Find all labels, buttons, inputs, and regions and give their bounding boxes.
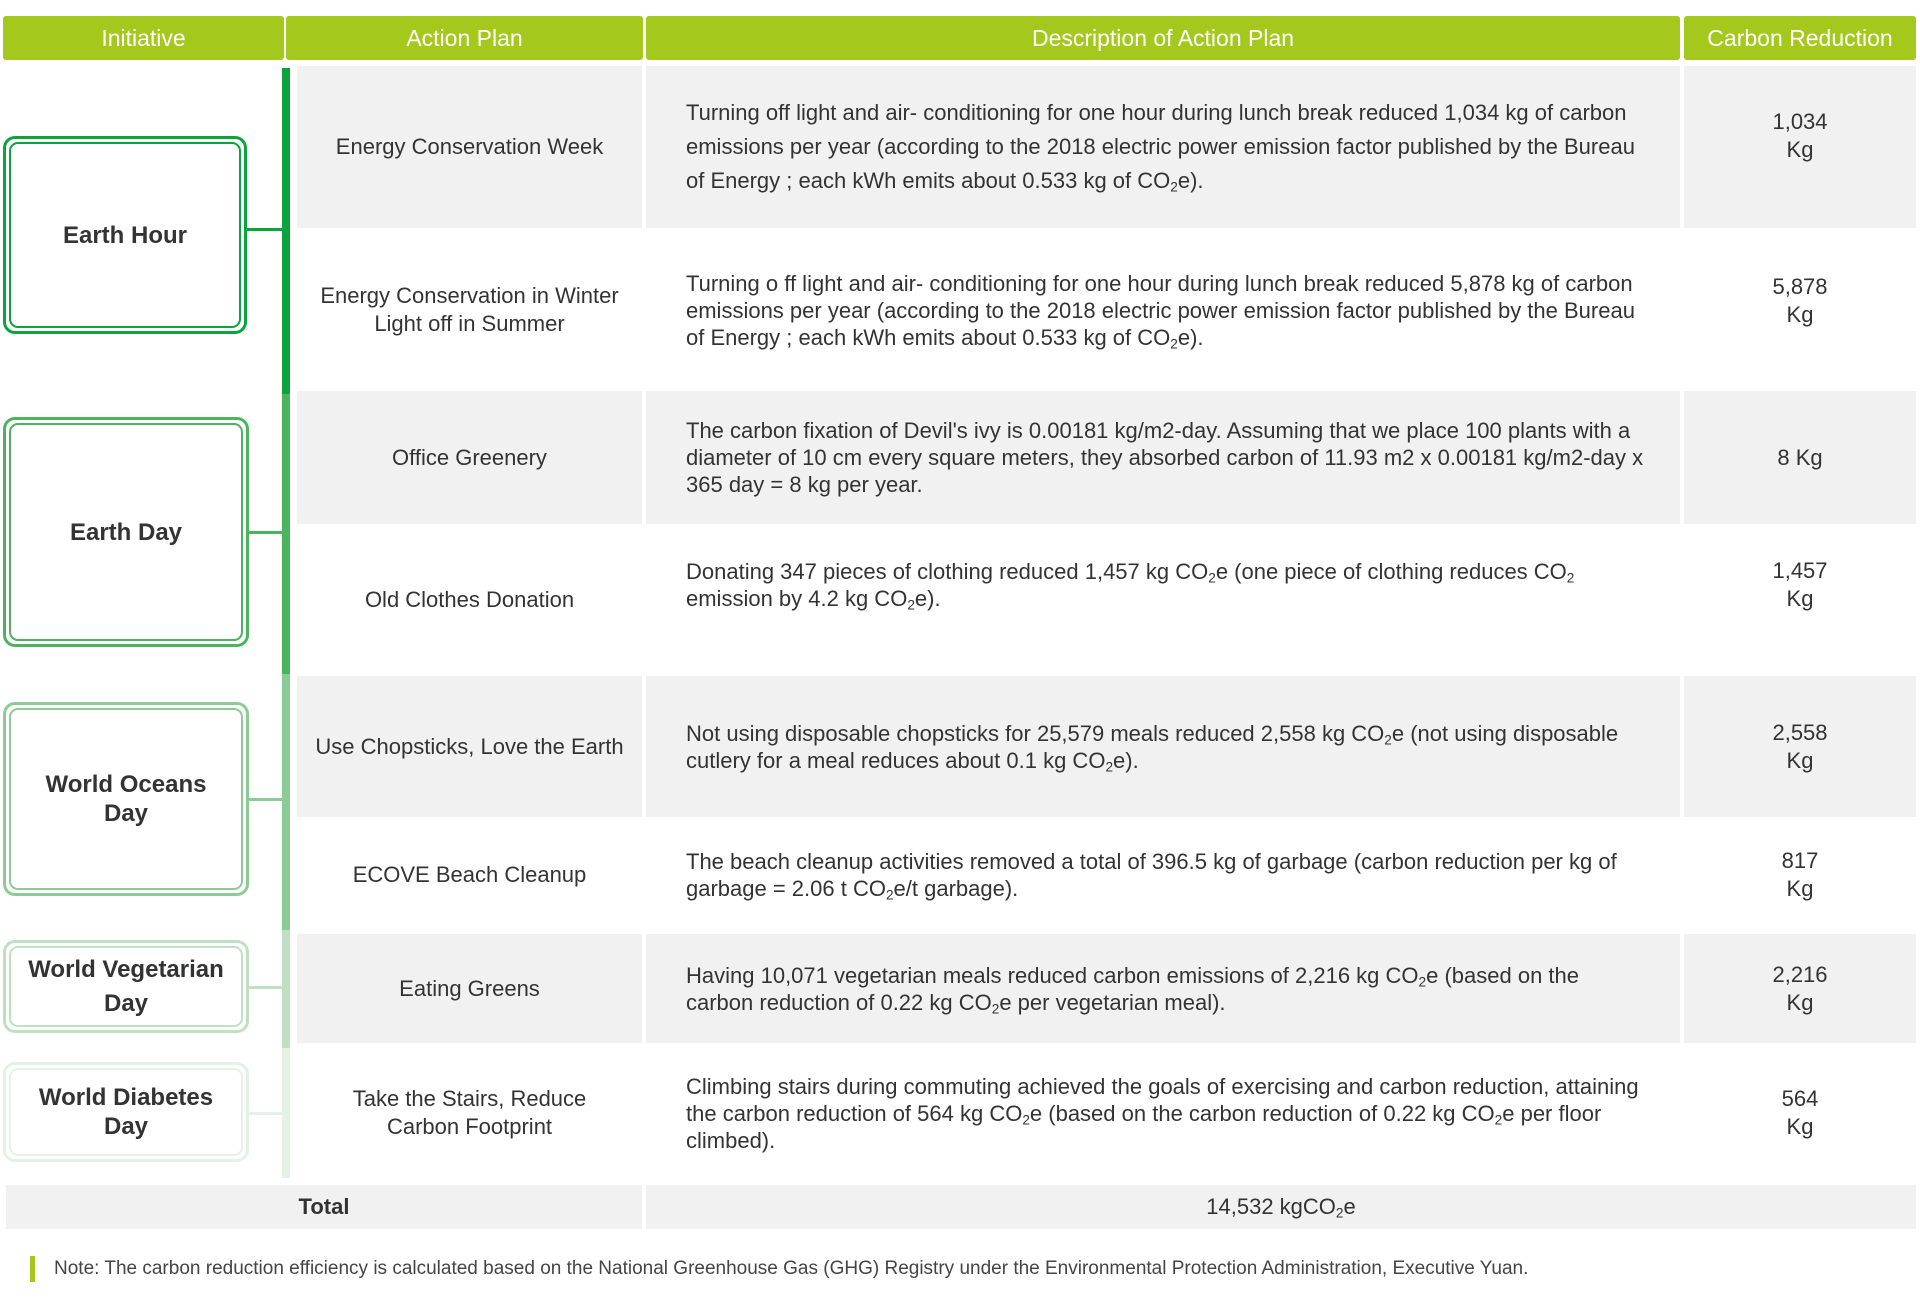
description-cell (646, 66, 1680, 228)
note-marker (30, 1256, 35, 1282)
connector-world-vegetarian-day (249, 986, 283, 989)
action-plan-text: Eating Greens (399, 975, 540, 1001)
action-plan-text: Office Greenery (392, 444, 547, 470)
initiative-earth-hour (3, 136, 247, 334)
description-cell (646, 1047, 1680, 1179)
reduction-value: 2,216 Kg (1772, 961, 1828, 1015)
header-carbon-reduction: Carbon Reduction (1684, 16, 1916, 60)
initiative-world-diabetes-day (3, 1062, 249, 1162)
reduction-cell (1684, 391, 1916, 524)
action-plan-cell (297, 391, 642, 524)
description-text: The carbon fixation of Devil's ivy is 0.00181 kg/m2-day. Assuming that we place 100 plants with a diameter of 10 cm every square meters, they absorbed carbon of 11.93 m2 x 0.00181 kg/m2-day x 365 day = 8 kg per year. (686, 418, 1644, 497)
connector-earth-day (249, 531, 283, 534)
reduction-cell (1684, 66, 1916, 228)
reduction-value: 564 Kg (1781, 1086, 1819, 1139)
initiative-label: World Diabetes Day (38, 1084, 214, 1140)
action-plan-cell (297, 528, 642, 672)
action-plan-cell (297, 232, 642, 388)
description-cell (646, 820, 1680, 930)
description-cell (646, 528, 1680, 672)
action-plan-cell (297, 66, 642, 228)
total-value-cell (646, 1185, 1916, 1229)
reduction-value: 817 Kg (1781, 848, 1819, 901)
action-plan-cell (297, 1047, 642, 1179)
initiative-label: Earth Day (69, 518, 183, 546)
timeline-segment-earth-hour (282, 68, 290, 394)
note-text: Note: The carbon reduction efficiency is calculated based on the National Greenhouse Gas (GHG) Registry under the Environmental Protection Administration, Executive Yuan. (54, 1258, 1529, 1279)
header-initiative: Initiative (3, 16, 284, 60)
header-description: Description of Action Plan (646, 16, 1680, 60)
connector-earth-hour (247, 228, 283, 231)
description-cell (646, 934, 1680, 1043)
reduction-cell (1684, 934, 1916, 1043)
description-text: Climbing stairs during commuting achieved the goals of exercising and carbon reduction, attaining the carbon reduction of 564 kg $CO_2e$ (based on the carbon reduction of 0.22 kg $CO_2e$ per floor climbed). (686, 1073, 1639, 1153)
action-plan-cell (297, 820, 642, 930)
action-plan-cell (297, 934, 642, 1043)
initiative-world-vegetarian-day (3, 940, 249, 1033)
reduction-cell (1684, 1047, 1916, 1179)
timeline-segment-oceans (282, 674, 290, 930)
description-text: Turning off light and air- conditioning for one hour during lunch break reduced 1,034 kg of carbon emissions per year (according to the 2018 electric power emission factor published by the Bureau of Energy ; each kWh emits about 0.533 kg of $CO_2e$). (686, 100, 1635, 195)
action-plan-text: Old Clothes Donation (364, 587, 575, 612)
reduction-value: 1,457 Kg (1772, 558, 1828, 611)
total-label-cell (6, 1185, 642, 1229)
description-text: The beach cleanup activities removed a total of 396.5 kg of garbage (carbon reduction per kg of garbage = 2.06 t $CO_2e/t$ garbage). (686, 849, 1617, 903)
description-text: Turning o ff light and air- conditioning for one hour during lunch break reduced 5,878 kg of carbon emissions per year (according to the 2018 electric power emission factor published by the Bureau of Energy ; each kWh emits about 0.533 kg of $CO_2e$). (686, 270, 1635, 351)
initiative-label: World Oceans Day (45, 771, 207, 827)
total-label: Total (298, 1194, 350, 1219)
description-text: Donating 347 pieces of clothing reduced 1,457 kg $CO_2e$ (one piece of clothing reduces $CO_2$ emission by 4.2 kg $CO_2e$). (686, 559, 1575, 613)
action-plan-text: Energy Conservation Week (335, 134, 604, 159)
connector-world-oceans-day (249, 798, 283, 801)
action-plan-cell (297, 676, 642, 817)
reduction-cell (1684, 676, 1916, 817)
action-plan-text: Use Chopsticks, Love the Earth (315, 733, 624, 759)
reduction-value: 1,034 Kg (1772, 109, 1828, 162)
reduction-cell (1684, 820, 1916, 930)
timeline-segment-vegetarian (282, 930, 290, 1048)
description-cell (646, 391, 1680, 524)
initiative-label: Earth Hour (62, 221, 187, 249)
reduction-value: 2,558 Kg (1772, 719, 1828, 773)
action-plan-text: Energy Conservation in Winter Light off in Summer (320, 283, 619, 336)
header-action-plan: Action Plan (286, 16, 643, 60)
timeline-segment-earth-day (282, 394, 290, 674)
reduction-value: 5,878 Kg (1772, 274, 1828, 327)
initiative-earth-day (3, 417, 249, 647)
initiative-label: World Vegetarian Day (28, 955, 224, 1017)
reduction-cell (1684, 232, 1916, 388)
action-plan-text: ECOVE Beach Cleanup (352, 862, 587, 887)
action-plan-text: Take the Stairs, Reduce Carbon Footprint (352, 1086, 587, 1139)
description-text: Not using disposable chopsticks for 25,579 meals reduced 2,558 kg $CO_2e$ (not using disposable cutlery for a meal reduces about 0.1 kg $CO_2e$). (686, 720, 1619, 774)
description-cell (646, 676, 1680, 817)
connector-world-diabetes-day (249, 1112, 283, 1115)
timeline-segment-diabetes (282, 1048, 290, 1178)
description-text: Having 10,071 vegetarian meals reduced carbon emissions of 2,216 kg $CO_2e$ (based on the carbon reduction of 0.22 kg $CO_2e$ per vegetarian meal). (686, 962, 1580, 1016)
reduction-value: 8 Kg (1777, 444, 1823, 470)
total-value: 14,532 kgCO$_2$e (1206, 1194, 1356, 1221)
description-cell (646, 232, 1680, 388)
reduction-cell (1684, 528, 1916, 672)
initiative-world-oceans-day (3, 702, 249, 896)
